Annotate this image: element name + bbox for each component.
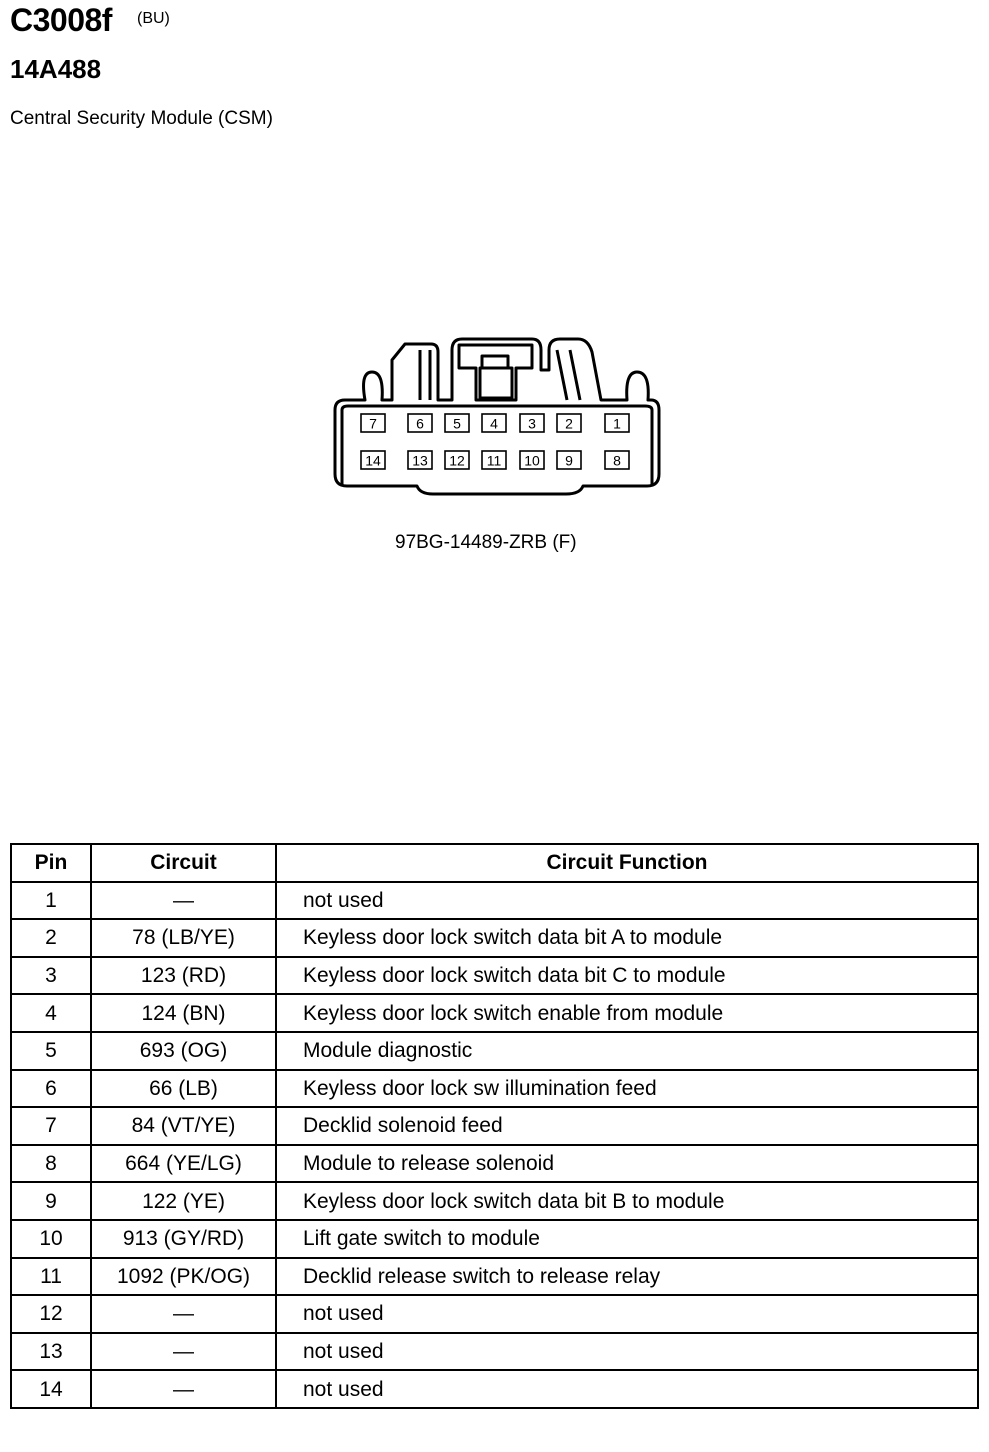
pin-cavity-label: 4 xyxy=(490,415,498,432)
header-pin: Pin xyxy=(11,844,91,882)
function-cell: Decklid release switch to release relay xyxy=(276,1258,978,1296)
table-row xyxy=(11,1295,978,1333)
function-cell: Lift gate switch to module xyxy=(276,1220,978,1258)
pin-cell: 7 xyxy=(11,1107,91,1145)
pin-cavity-label: 2 xyxy=(565,415,573,432)
pin-cell: 5 xyxy=(11,1032,91,1070)
pin-cell: 9 xyxy=(11,1182,91,1220)
table-header-row xyxy=(11,844,978,882)
pin-cavity-label: 11 xyxy=(486,452,502,469)
pin-cell: 10 xyxy=(11,1220,91,1258)
circuit-cell: — xyxy=(91,1295,276,1333)
pin-cell: 1 xyxy=(11,882,91,920)
pin-cavity-label: 14 xyxy=(365,452,381,469)
pinout-table xyxy=(10,843,979,1409)
pin-cavity-label: 10 xyxy=(524,452,540,469)
function-cell: Module to release solenoid xyxy=(276,1145,978,1183)
connector-color: (BU) xyxy=(137,10,170,27)
pin-cell: 12 xyxy=(11,1295,91,1333)
pin-cavity-label: 8 xyxy=(613,452,621,469)
function-cell: not used xyxy=(276,1333,978,1371)
circuit-cell: 1092 (PK/OG) xyxy=(91,1258,276,1296)
part-number: 14A488 xyxy=(10,54,102,84)
pin-cell: 6 xyxy=(11,1070,91,1108)
table-row xyxy=(11,1333,978,1371)
circuit-cell: 124 (BN) xyxy=(91,994,276,1032)
pin-cell: 11 xyxy=(11,1258,91,1296)
circuit-cell: 78 (LB/YE) xyxy=(91,919,276,957)
circuit-cell: 84 (VT/YE) xyxy=(91,1107,276,1145)
function-cell: not used xyxy=(276,882,978,920)
header-circuit-function: Circuit Function xyxy=(276,844,978,882)
connector-diagram xyxy=(0,0,989,600)
function-cell: Keyless door lock switch enable from module xyxy=(276,994,978,1032)
function-cell: Keyless door lock switch data bit A to module xyxy=(276,919,978,957)
pin-cavity-label: 3 xyxy=(528,415,536,432)
table-row xyxy=(11,1258,978,1296)
connector-id: C3008f xyxy=(10,2,112,38)
pin-cavity-label: 5 xyxy=(453,415,461,432)
pin-cavity-label: 7 xyxy=(369,415,377,432)
table-row xyxy=(11,1032,978,1070)
function-cell: Keyless door lock sw illumination feed xyxy=(276,1070,978,1108)
table-row xyxy=(11,1220,978,1258)
pin-cell: 2 xyxy=(11,919,91,957)
function-cell: Module diagnostic xyxy=(276,1032,978,1070)
function-cell: not used xyxy=(276,1370,978,1408)
module-name: Central Security Module (CSM) xyxy=(10,108,273,129)
function-cell: Keyless door lock switch data bit B to module xyxy=(276,1182,978,1220)
pin-cell: 14 xyxy=(11,1370,91,1408)
function-cell: not used xyxy=(276,1295,978,1333)
pin-cavity-label: 6 xyxy=(416,415,424,432)
table-row xyxy=(11,882,978,920)
pin-cell: 13 xyxy=(11,1333,91,1371)
circuit-cell: 913 (GY/RD) xyxy=(91,1220,276,1258)
table-row xyxy=(11,1070,978,1108)
pin-cavity-label: 1 xyxy=(613,415,621,432)
circuit-cell: — xyxy=(91,882,276,920)
header-circuit: Circuit xyxy=(91,844,276,882)
table-row xyxy=(11,1145,978,1183)
pin-cell: 4 xyxy=(11,994,91,1032)
pin-cell: 3 xyxy=(11,957,91,995)
pin-cavity-label: 13 xyxy=(412,452,428,469)
circuit-cell: 693 (OG) xyxy=(91,1032,276,1070)
table-row xyxy=(11,1370,978,1408)
function-cell: Decklid solenoid feed xyxy=(276,1107,978,1145)
circuit-cell: — xyxy=(91,1333,276,1371)
latch-window xyxy=(480,368,512,398)
pin-cavity-label: 9 xyxy=(565,452,573,469)
table-row xyxy=(11,1107,978,1145)
circuit-cell: 122 (YE) xyxy=(91,1182,276,1220)
circuit-cell: 664 (YE/LG) xyxy=(91,1145,276,1183)
circuit-cell: 123 (RD) xyxy=(91,957,276,995)
table-row xyxy=(11,994,978,1032)
pin-cell: 8 xyxy=(11,1145,91,1183)
connector-code: 97BG-14489-ZRB (F) xyxy=(395,532,577,553)
table-row xyxy=(11,919,978,957)
latch-tab xyxy=(482,356,508,368)
latch-outline xyxy=(459,345,532,400)
function-cell: Keyless door lock switch data bit C to module xyxy=(276,957,978,995)
table-row xyxy=(11,1182,978,1220)
pin-cavity-label: 12 xyxy=(449,452,465,469)
circuit-cell: 66 (LB) xyxy=(91,1070,276,1108)
circuit-cell: — xyxy=(91,1370,276,1408)
table-row xyxy=(11,957,978,995)
